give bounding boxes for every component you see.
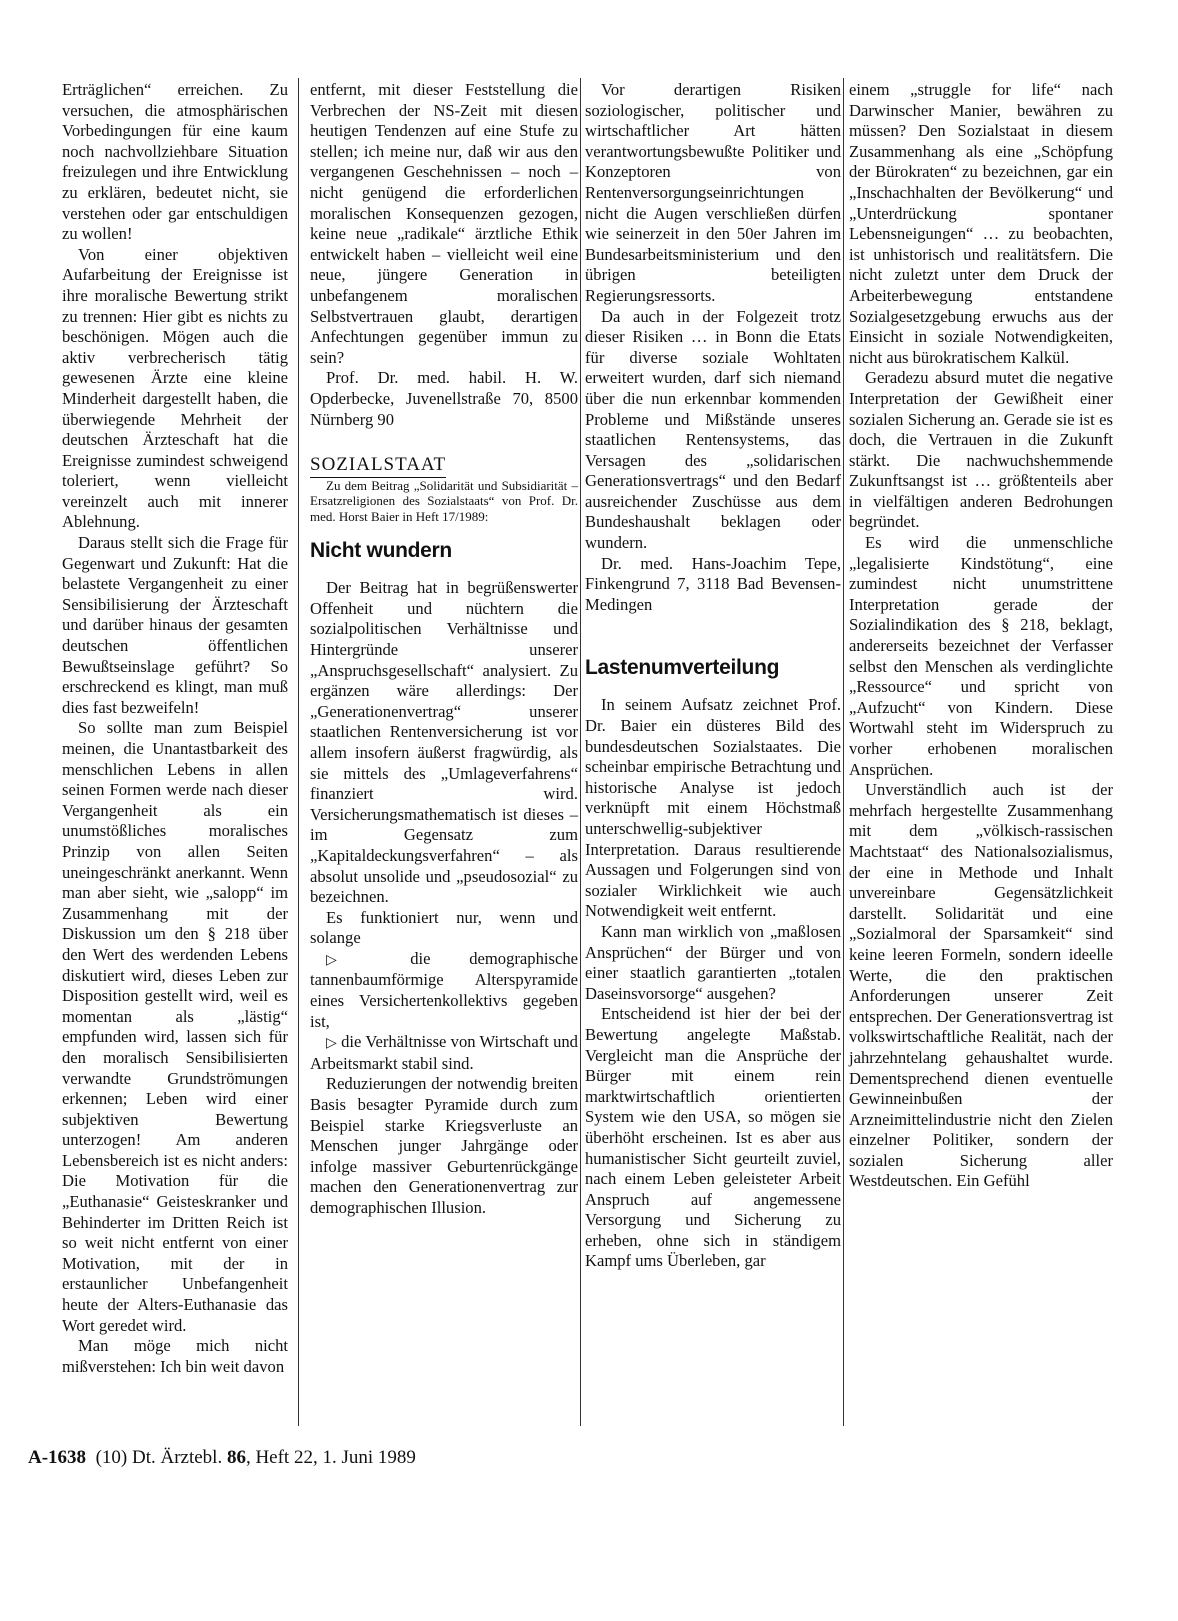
paragraph: Es wird die unmenschliche „legalisierte Kindstötung“, eine zumindest nicht unumstrittene Interpretation gerade der Sozialindikation des § 218, beklagt, andererseits bezeichnet der Verfasser selbst den Menschen als verdinglichte „Ressource“ und spricht von „Aufzucht“ von Kindern. Diese Wortwahl steht im Widerspruch zu vorher erhobenen moralischen Ansprüchen. — [849, 533, 1113, 779]
headline-nicht-wundern: Nicht wundern — [310, 539, 452, 563]
paragraph: Geradezu absurd mutet die negative Interpretation der Gewißheit einer sozialen Sicherung an. Gerade sie ist es doch, die Vertrauen in die Zukunft stärkt. Die nachwuchshemmende Zukunftsangst ist … größtenteils aber in vielfältigen anderen Bedrohungen begründet. — [849, 368, 1113, 532]
paragraph: Vor derartigen Risiken soziologischer, politischer und wirtschaftlicher Art hätten verantwortungsbewußte Politiker und Konzeptoren von Rentenversorgungseinrichtungen nicht die Augen verschließen dürfen wie seinerzeit in den 50er Jahren im Bundesarbeitsministerium und den übrigen beteiligten Regierungsressorts. — [585, 80, 841, 305]
page-number: A-1638 — [28, 1447, 87, 1468]
paragraph: Reduzierungen der notwendig breiten Basis besagter Pyramide durch zum Beispiel starke Kriegsverluste an Menschen junger Jahrgänge oder infolge massiver Geburtenrückgänge machen den Generationenvertrag zur demographischen Illusion. — [310, 1074, 578, 1217]
journal-name: (10) Dt. Ärztebl. — [95, 1447, 223, 1468]
triangle-bullet-icon: ▷ — [326, 951, 372, 968]
page-footer — [28, 1447, 416, 1469]
paragraph: Entscheidend ist hier der bei der Bewertung angelegte Maßstab. Vergleicht man die Ansprüche der Bürger mit einem rein marktwirtschaftlich orientierten System wie den USA, so mögen sie überhöht erscheinen. Ist es aber aus humanistischer Sicht geurteilt zuviel, nach einem Leben geleisteter Arbeit Anspruch auf angemessene Versorgung und Sicherung zu erheben, ohne sich in ständigem Kampf ums Überleben, gar — [585, 1004, 841, 1271]
paragraph: Kann man wirklich von „maßlosen Ansprüchen“ der Bürger und von einer staatlich garantierten „totalen Daseinsvorsorge“ ausgehen? — [585, 921, 841, 1003]
paragraph: entfernt, mit dieser Feststellung die Verbrechen der NS-Zeit mit diesen heutigen Tendenzen auf eine Stufe zu stellen; ich meine nur, daß wir aus den vergangenen Geschehnissen – noch – nicht genügend die erforderlichen moralischen Konsequenzen gezogen, keine neue „radikale“ ärztliche Ethik entwickelt haben – vielleicht weil eine neue, jüngere Generation in unbefangenem moralischen Selbstvertrauen glaubt, derartigen Anfechtungen gegenüber immun zu sein? — [310, 80, 578, 367]
volume-number: 86 — [226, 1447, 246, 1468]
paragraph: Von einer objektiven Aufarbeitung der Ereignisse ist ihre moralische Bewertung strikt zu trennen: Hier gibt es nichts zu beschönigen. Mögen auch die aktiv verbrecherisch tätig gewesenen Ärzte eine kleine Minderheit dargestellt haben, die überwiegende Mehrheit der deutschen Ärzteschaft hat die Ereignisse zumindest schweigend toleriert, wenn vielleicht vereinzelt auch mit innerer Ablehnung. — [62, 244, 288, 532]
paragraph: Unverständlich auch ist der mehrfach hergestellte Zusammenhang mit dem „völkisch-rassischen Machtstaat“ des Nationalsozialismus, der eine in Methode und Inhalt unvereinbare Gegensätzlichkeit darstellt. Solidarität und eine „Sozialmoral der Sparsamkeit“ sind keine leeren Formeln, sondern ideelle Werte, die den praktischen Anforderungen unserer Zeit entsprechen. Der Generationsvertrag ist volkswirtschaftliche Realität, nach der jahrzehntelang gehaushaltet wurde. Dementsprechend dienen eventuelle Gewinneinbußen der Arzneimittelindustrie nicht den Zielen einzelner Politiker, sondern der sozialen Sicherung aller Westdeutschen. Ein Gefühl — [849, 780, 1113, 1191]
paragraph: Daraus stellt sich die Frage für Gegenwart und Zukunft: Hat die belastete Vergangenheit zu einer Sensibilisierung der Ärzteschaft und darüber hinaus der gesamten deutschen öffentlichen Bewußtseinslage geführt? So erschreckend es klingt, man muß dies fast bezweifeln! — [62, 533, 288, 717]
column-4 — [849, 80, 1113, 1192]
paragraph: Es funktioniert nur, wenn und solange — [310, 907, 578, 948]
section-intro: Zu dem Beitrag „Solidarität und Subsidiarität – Ersatzreligionen des Sozialstaats“ von Prof. Dr. med. Horst Baier in Heft 17/1989: — [310, 477, 578, 524]
headline-lastenumverteilung: Lastenumverteilung — [585, 656, 780, 680]
column-rule — [298, 78, 299, 1426]
paragraph: Erträglichen“ erreichen. Zu versuchen, die atmosphärischen Vorbedingungen für eine kaum noch nachvollziehbare Situation freizulegen und ihre Entwicklung zu erklären, bedeutet nicht, sie verstehen oder gar entschuldigen zu wollen! — [62, 80, 288, 244]
issue-date: , Heft 22, 1. Juni 1989 — [245, 1447, 416, 1468]
section-label: SOZIALSTAAT — [310, 455, 446, 478]
paragraph: In seinem Aufsatz zeichnet Prof. Dr. Baier ein düsteres Bild des bundesdeutschen Sozialstaates. Die scheinbar empirische Betrachtung und historische Analyse ist jedoch verknüpft mit einem Höchstmaß unterschwellig-subjektiver Interpretation. Daraus resultierende Aussagen und Folgerungen sind von sozialer Wirklichkeit wie auch Notwendigkeit weit entfernt. — [585, 695, 841, 921]
author-signature: Dr. med. Hans-Joachim Tepe, Finkengrund 7, 3118 Bad Bevensen-Medingen — [585, 553, 841, 614]
author-signature: Prof. Dr. med. habil. H. W. Opderbecke, Juvenellstraße 70, 8500 Nürnberg 90 — [310, 368, 578, 429]
paragraph: Der Beitrag hat in begrüßenswerter Offenheit und nüchtern die sozialpolitischen Verhältnisse und Hintergründe unserer „Anspruchsgesellschaft“ analysiert. Zu ergänzen wäre allerdings: Der „Generationenvertrag“ unserer staatlichen Rentenversicherung ist vor allem insofern äußerst fragwürdig, als sie mittels des „Umlageverfahrens“ finanziert wird. Versicherungsmathematisch ist dieses – im Gegensatz zum „Kapitaldeckungsverfahren“ – als absolut unsolide und „pseudosozial“ zu bezeichnen. — [310, 578, 578, 907]
column-rule — [843, 78, 844, 1426]
column-rule — [580, 78, 581, 1426]
paragraph: So sollte man zum Beispiel meinen, die Unantastbarkeit des menschlichen Lebens in allen seinen Formen werde nach dieser Vergangenheit als ein unumstößliches moralisches Prinzip von allen Seiten uneingeschränkt anerkannt. Wenn man aber sieht, wie „salopp“ im Zusammenhang mit der Diskussion um den § 218 über den Wert des werdenden Lebens diskutiert wird, dieses Leben zur Disposition gestellt wird, weil es momentan als „lästig“ empfunden wird, lassen sich für den moralisch Sensibilisierten verwandte Grundströmungen erkennen; Leben wird einer subjektiven Bewertung unterzogen! Am anderen Lebensbereich ist es nicht anders: Die Motivation für die „Euthanasie“ Geisteskranker und Behinderter im Dritten Reich ist so weit nicht entfernt von einer Motivation, mit der in erstaunlicher Unbefangenheit heute der Alters-Euthanasie das Wort geredet wird. — [62, 718, 288, 1335]
bullet-item: ▷ die Verhältnisse von Wirtschaft und Arbeitsmarkt stabil sind. — [310, 1032, 578, 1073]
column-3 — [585, 80, 841, 1272]
paragraph: Man möge mich nicht mißverstehen: Ich bin weit davon — [62, 1336, 288, 1376]
bullet-item: ▷ die demographische tannenbaumförmige Alterspyramide eines Versichertenkollektivs gegeben ist, — [310, 948, 578, 1031]
paragraph: einem „struggle for life“ nach Darwinscher Manier, bewähren zu müssen? Den Sozialstaat in diesem Zusammenhang als eine „Schöpfung der Bürokraten“ zu bezeichnen, gar ein „Inschachhalten der Bevölkerung“ und „Unterdrückung spontaner Lebensneigungen“ … zu beobachten, ist unhistorisch und realitätsfern. Die nicht zuletzt unter dem Druck der Arbeiterbewegung entstandene Sozialgesetzgebung erwuchs aus der Einsicht in soziale Notwendigkeiten, nicht aus bürokratischem Kalkül. — [849, 80, 1113, 367]
paragraph: Da auch in der Folgezeit trotz dieser Risiken … in Bonn die Etats für diverse soziale Wohltaten erweitert wurden, darf sich niemand über die nun erkennbar kommenden Probleme und Mißstände unseres staatlichen Rentensystems, das Versagen des „solidarischen Generationsvertrags“ und den Bedarf ausreichender Zuschüsse aus dem Bundeshaushalt beklagen oder wundern. — [585, 306, 841, 553]
triangle-bullet-icon: ▷ — [326, 1035, 337, 1052]
column-2 — [310, 80, 578, 1219]
column-1 — [62, 80, 288, 1377]
